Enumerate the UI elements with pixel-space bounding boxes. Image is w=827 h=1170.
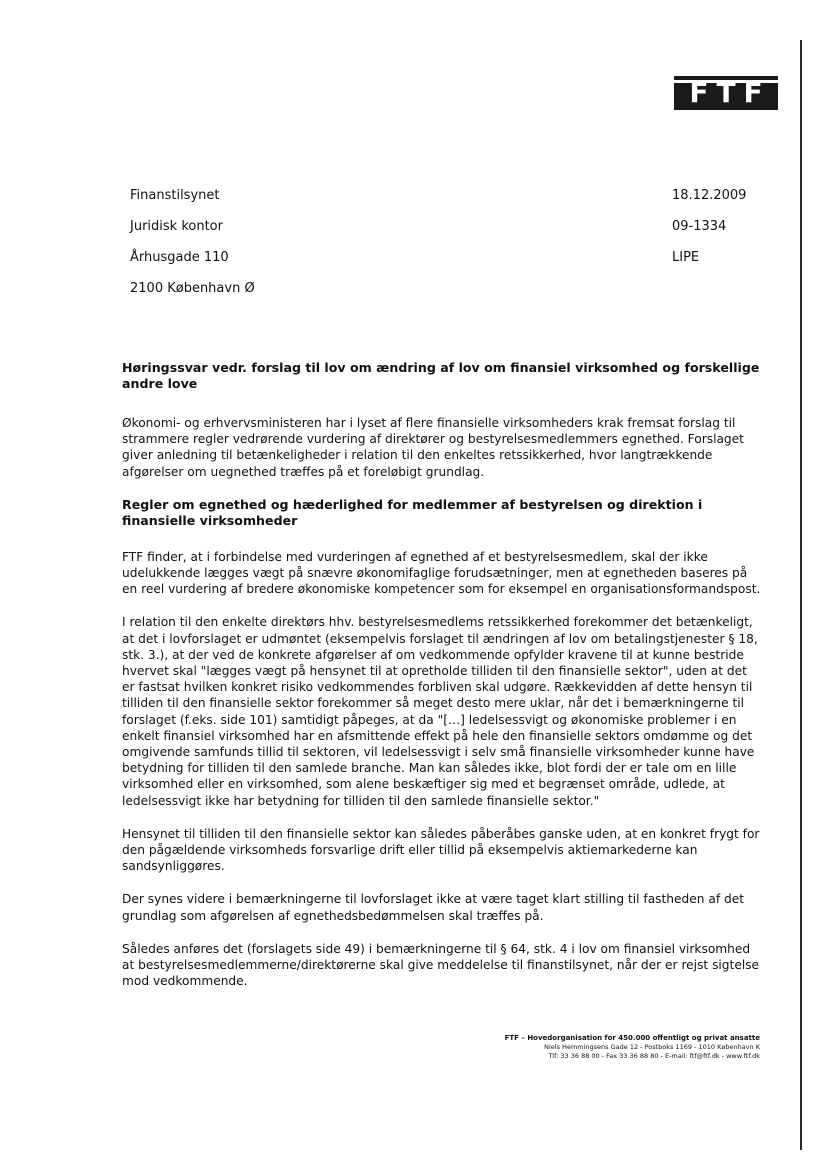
body-paragraph: I relation til den enkelte direktørs hhv. bestyrelsesmedlems retssikkerhed forekommer det betænkeligt, at det i lovforslaget er udmøntet (eksempelvis forslaget til ændringen af lov om betalingstjenester § 18, stk. 3.), at der ved de konkrete afgørelser af om vedkommende opfylder kravene til at kunne bestride hvervet skal "lægges vægt på hensynet til at opretholde tilliden til den finansielle sektor", uden at det er fastsat hvilken konkret risiko vedkommendes forbliven skal udgøre. Rækkevidden af dette hensyn til tilliden til den finansielle sektor forekommer så meget desto mere uklar, når det i bemærkningerne til forslaget (f.eks. side 101) samtidigt påpeges, at da "[…] ledelsessvigt og økonomiske problemer i en enkelt finansiel virksomhed har en afsmittende effekt på hele den finansielle sektors omdømme og det omgivende samfunds tillid til sektoren, vil ledelsessvigt i selv små finansielle virksomheder kunne have betydning for tilliden til den samlede branche. Man kan således ikke, blot fordi der er tale om en lille virksomhed eller en virksomhed, som alene beskæftiger sig med et begrænset område, udlede, at ledelsessvigt ikke har betydning for tilliden til den samlede finansielle sektor." bbox=[122, 615, 758, 808]
section-heading: Regler om egnethed og hæderlighed for medlemmer af bestyrelsen og direktion i finansielle virksomheder bbox=[122, 496, 703, 528]
intro-paragraph: Økonomi- og erhvervsministeren har i lyset af flere finansielle virksomheders krak fremsat forslag til strammere regler vedrørende vurdering af direktører og bestyrelsesmedlemmers egnethed. Forslaget giver anledning til betænkeligheder i relation til den enkeltes retssikkerhed, hvor langtrækkende afgørelser om uegnethed træffes på et foreløbigt grundlag. bbox=[122, 416, 744, 479]
recipient-department: Juridisk kontor bbox=[130, 219, 223, 234]
body-paragraph: Hensynet til tilliden til den finansielle sektor kan således påberåbes ganske uden, at en konkret frygt for den pågældende virksomheds forsvarlige drift eller tillid på eksempelvis aktiemarkederne kan sandsynliggøres. bbox=[122, 826, 760, 874]
body-paragraph: FTF finder, at i forbindelse med vurderingen af egnethed af et bestyrelsesmedlem, skal der ikke udelukkende lægges vægt på snævre økonomifaglige forudsætninger, men at egnetheden baseres på en reel vurdering af bredere økonomiske kompetencer som for eksempel en organisationsformandspost. bbox=[122, 549, 761, 597]
letter-body bbox=[122, 360, 762, 1006]
recipient-name: Finanstilsynet bbox=[130, 188, 220, 203]
footer-address: Niels Hemmingsens Gade 12 - Postboks 1169 - 1010 København K bbox=[544, 1043, 760, 1051]
scan-edge-line bbox=[800, 40, 802, 1150]
body-paragraph: Der synes videre i bemærkningerne til lovforslaget ikke at være taget klart stilling til fastheden af det grundlag som afgørelsen af egnethedsbedømmelsen skal træffes på. bbox=[122, 892, 745, 923]
letter-reference: 09-1334 bbox=[672, 219, 727, 234]
letter-title: Høringssvar vedr. forslag til lov om ændring af lov om finansiel virksomhed og forskellige andre love bbox=[122, 360, 760, 391]
letter-footer bbox=[502, 1034, 760, 1061]
footer-org: FTF – Hovedorganisation for 450.000 offentligt og privat ansatte bbox=[504, 1034, 760, 1042]
recipient-address bbox=[130, 187, 255, 311]
letter-initials: LIPE bbox=[672, 250, 700, 265]
recipient-city: 2100 København Ø bbox=[130, 281, 255, 296]
letter-date: 18.12.2009 bbox=[672, 188, 747, 203]
logo-text: FTF bbox=[689, 76, 771, 109]
body-paragraph: Således anføres det (forslagets side 49) i bemærkningerne til § 64, stk. 4 i lov om finansiel virksomhed at bestyrelsesmedlemmerne/direktørerne skal give meddelelse til finanstilsynet, når der er rejst sigtelse mod vedkommende. bbox=[122, 941, 760, 989]
footer-contact: Tlf: 33 36 88 00 - Fax 33 36 88 80 - E-mail: ftf@ftf.dk - www.ftf.dk bbox=[548, 1052, 760, 1060]
recipient-street: Århusgade 110 bbox=[130, 250, 229, 265]
letter-meta bbox=[672, 187, 746, 280]
ftf-logo bbox=[674, 76, 778, 110]
